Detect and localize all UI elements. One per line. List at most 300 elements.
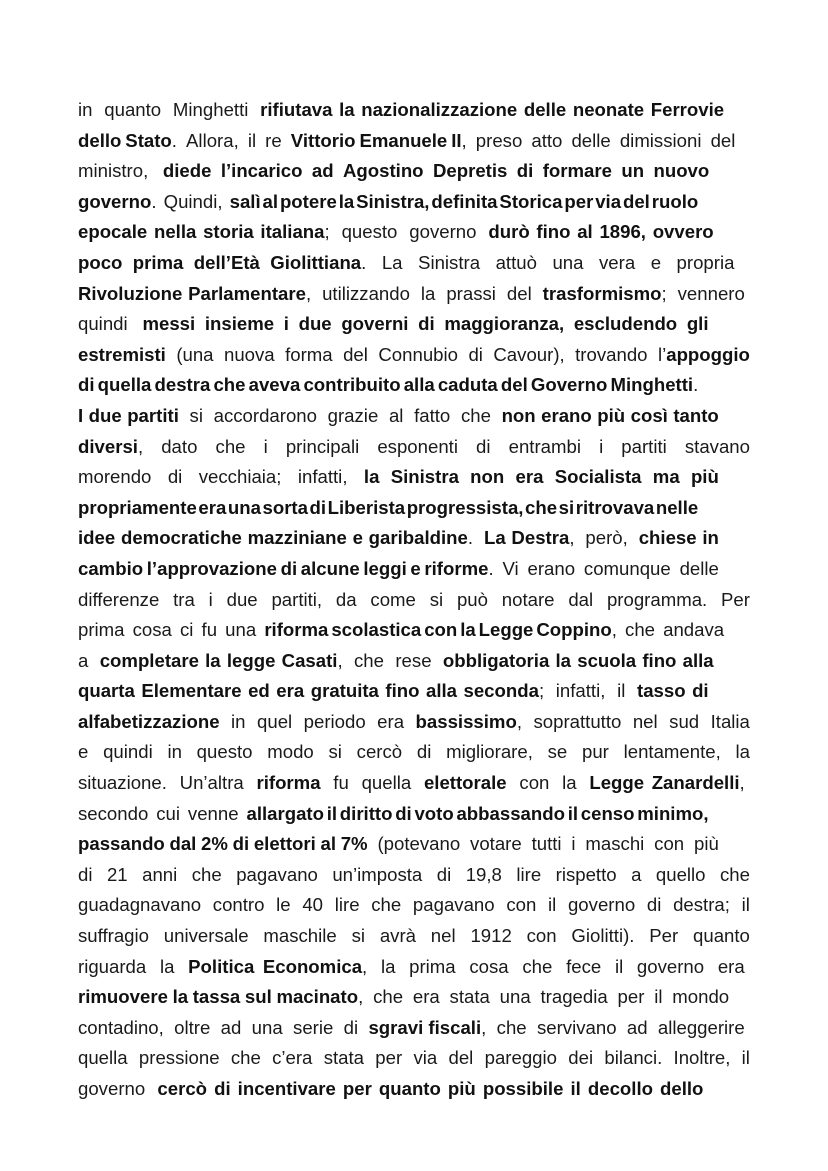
- word-space: [149, 921, 164, 952]
- word-space: [166, 340, 176, 371]
- word: prima: [132, 251, 184, 273]
- word: stata: [323, 1047, 364, 1069]
- word-space: [730, 1043, 741, 1074]
- word: incentivare: [237, 1078, 336, 1099]
- word: nuova: [223, 343, 275, 365]
- word: diede: [162, 160, 212, 182]
- word-space: [655, 615, 663, 646]
- word-space: [522, 126, 531, 157]
- word-space: [684, 829, 694, 860]
- word: abbassando: [456, 802, 565, 824]
- word: che: [213, 374, 246, 396]
- word-space: [153, 737, 168, 768]
- paragraph-line: [78, 707, 750, 738]
- word: cercò: [356, 741, 403, 763]
- paragraph-line: [78, 952, 750, 983]
- word: Legge: [478, 619, 534, 641]
- word: Minghetti: [172, 99, 249, 120]
- word: di: [416, 741, 432, 763]
- word: come: [370, 588, 416, 610]
- word: il: [548, 894, 557, 916]
- word: universale: [163, 925, 249, 947]
- word: erano: [527, 557, 576, 579]
- word: decollo: [587, 1078, 653, 1099]
- word: propria: [676, 251, 735, 273]
- word: il: [614, 955, 624, 977]
- word-space: [161, 95, 173, 126]
- word: in: [78, 99, 93, 120]
- word: via: [595, 190, 622, 212]
- word-space: [347, 462, 363, 493]
- word: fino: [536, 221, 571, 243]
- word: il: [741, 1047, 750, 1069]
- word: votare: [470, 833, 522, 855]
- word: modo: [267, 741, 314, 763]
- word: ,: [358, 986, 364, 1008]
- word-space: [364, 1043, 375, 1074]
- word: dal: [568, 588, 594, 610]
- word: fu: [201, 619, 218, 641]
- word: per: [617, 986, 645, 1008]
- word-space: [671, 554, 680, 585]
- word: dei: [568, 1047, 594, 1069]
- word-space: [552, 952, 566, 983]
- word: in: [702, 527, 719, 549]
- word: di: [343, 1016, 359, 1038]
- paragraph-line: [78, 890, 750, 921]
- word: mondo: [672, 986, 730, 1008]
- word-space: [157, 187, 164, 218]
- word-space: [460, 829, 470, 860]
- document-page: [78, 95, 750, 1105]
- word: una: [499, 986, 531, 1008]
- word: era: [412, 986, 440, 1008]
- word: al: [320, 833, 337, 855]
- paragraph-line: [78, 921, 750, 952]
- word: di: [436, 863, 452, 885]
- word: fece: [566, 955, 602, 977]
- word-space: [282, 126, 291, 157]
- word: definita: [431, 190, 498, 212]
- word-space: [522, 829, 532, 860]
- word: Legge: [589, 772, 645, 794]
- paragraph-line: [78, 401, 750, 432]
- word: Inoltre,: [673, 1047, 731, 1069]
- word-space: [473, 1043, 484, 1074]
- word-space: [574, 523, 585, 554]
- word: e: [78, 741, 89, 763]
- word: esponenti: [377, 435, 458, 457]
- word: tragedia: [540, 986, 608, 1008]
- word-space: [577, 768, 590, 799]
- word: maschi: [585, 833, 645, 855]
- word: ,: [362, 955, 368, 977]
- word: quella: [361, 772, 412, 794]
- word-space: [617, 615, 625, 646]
- word: tassa: [192, 986, 241, 1008]
- word-space: [241, 1013, 251, 1044]
- word: La: [381, 251, 403, 273]
- word: pagavano: [412, 894, 495, 916]
- word: prassi: [446, 282, 496, 304]
- word-space: [491, 401, 502, 432]
- word-space: [533, 737, 548, 768]
- word: trasformismo: [542, 282, 662, 304]
- word: destra;: [673, 894, 730, 916]
- word: era: [717, 955, 745, 977]
- paragraph-line: [78, 340, 750, 371]
- word: in: [231, 710, 246, 732]
- word-space: [318, 860, 332, 891]
- word-space: [644, 982, 654, 1013]
- word: governo: [409, 221, 477, 243]
- word: anni: [142, 863, 178, 885]
- word: democratiche: [120, 527, 242, 549]
- word-space: [177, 860, 191, 891]
- word: appoggio: [666, 343, 750, 365]
- word: la: [555, 649, 572, 671]
- word-space: [451, 860, 465, 891]
- word-space: [411, 768, 424, 799]
- word: governi: [341, 313, 409, 335]
- word: quello: [655, 863, 706, 885]
- word: alla: [403, 374, 435, 396]
- word: di: [395, 802, 412, 824]
- word: ;: [538, 680, 545, 702]
- paragraph-line: [78, 217, 750, 248]
- word: obbligatoria: [442, 649, 550, 671]
- word-space: [360, 890, 372, 921]
- word: ,: [569, 527, 575, 549]
- word: prima: [78, 619, 125, 641]
- paragraph-line: [78, 554, 750, 585]
- word: programma.: [606, 588, 708, 610]
- word: nel: [430, 925, 456, 947]
- word: fiscali: [428, 1016, 482, 1038]
- word-space: [220, 707, 231, 738]
- word: La: [483, 527, 506, 549]
- word: più: [447, 1078, 476, 1099]
- word-space: [217, 615, 225, 646]
- word: ovvero: [652, 221, 714, 243]
- word: di: [468, 343, 483, 365]
- word: poco: [78, 251, 123, 273]
- word: leggi: [363, 557, 407, 579]
- word: riguarda: [78, 955, 147, 977]
- word-space: [635, 890, 647, 921]
- word: bassissimo: [415, 710, 517, 732]
- word: Rivoluzione: [78, 282, 183, 304]
- word: Per: [721, 588, 750, 610]
- word: un’imposta: [332, 863, 423, 885]
- word: questo: [196, 741, 253, 763]
- word-space: [562, 829, 572, 860]
- word: da: [335, 588, 357, 610]
- word-space: [249, 921, 264, 952]
- word: la: [338, 190, 355, 212]
- word: Sinistra: [390, 466, 459, 488]
- word: elettori: [253, 833, 316, 855]
- word: le: [276, 894, 291, 916]
- word-space: [603, 432, 621, 463]
- word: più: [694, 833, 719, 855]
- word: destra: [154, 374, 211, 396]
- word-space: [541, 860, 555, 891]
- word: una: [251, 1016, 283, 1038]
- word: cosa: [469, 955, 509, 977]
- word: migliorare,: [446, 741, 533, 763]
- word: di: [418, 313, 435, 335]
- word: alfabetizzazione: [78, 710, 220, 732]
- word: la: [380, 955, 396, 977]
- word: possibile: [482, 1078, 564, 1099]
- word: e: [352, 527, 363, 549]
- word: non: [470, 466, 505, 488]
- word: governo: [78, 190, 152, 212]
- word-space: [125, 615, 133, 646]
- word-space: [476, 217, 488, 248]
- word: che: [496, 1016, 527, 1038]
- word-space: [583, 248, 599, 279]
- word-space: [402, 1043, 413, 1074]
- word-space: [593, 585, 607, 616]
- paragraph-line: [78, 676, 750, 707]
- word: bilanci.: [604, 1047, 663, 1069]
- word: Connubio: [378, 343, 458, 365]
- paragraph-line: [78, 187, 750, 218]
- word-space: [366, 707, 377, 738]
- word: per: [375, 1047, 403, 1069]
- paragraph-line: [78, 1013, 750, 1044]
- word-space: [330, 217, 342, 248]
- word: Storica: [499, 190, 563, 212]
- word-space: [537, 248, 553, 279]
- word-space: [357, 585, 371, 616]
- paragraph-line: [78, 646, 750, 677]
- word: allargato: [246, 802, 324, 824]
- word-space: [495, 890, 507, 921]
- word: guadagnavano: [78, 894, 202, 916]
- word: estremisti: [78, 343, 166, 365]
- word-space: [148, 156, 163, 187]
- word: Quindi,: [163, 190, 223, 212]
- word: Un’altra: [179, 772, 244, 794]
- word: tanto: [673, 404, 719, 426]
- word: 2%: [201, 833, 228, 855]
- word: fu: [333, 772, 349, 794]
- word-space: [661, 890, 673, 921]
- word: diversi: [78, 435, 138, 457]
- word: gli: [686, 313, 709, 335]
- word: durò: [488, 221, 530, 243]
- word-space: [678, 921, 693, 952]
- word: e: [650, 251, 662, 273]
- word-space: [667, 279, 678, 310]
- word: si: [558, 496, 575, 518]
- word: potere: [279, 190, 337, 212]
- word: Destra: [511, 527, 570, 549]
- word: quella: [97, 374, 152, 396]
- word-space: [416, 921, 431, 952]
- word-space: [151, 462, 167, 493]
- word: maschile: [263, 925, 337, 947]
- word-space: [323, 890, 335, 921]
- word: Allora,: [186, 129, 239, 151]
- word: lire: [334, 894, 360, 916]
- word: tutti: [531, 833, 562, 855]
- word-space: [410, 279, 421, 310]
- word: delle: [523, 99, 567, 120]
- word: dell’Età: [193, 251, 260, 273]
- word: che: [625, 619, 655, 641]
- word: al: [388, 404, 404, 426]
- word: alleggerire: [657, 1016, 745, 1038]
- word: cui: [156, 802, 180, 824]
- word: voto: [414, 802, 454, 824]
- word: Sinistra: [418, 251, 481, 273]
- word-space: [527, 1013, 537, 1044]
- word-space: [491, 432, 509, 463]
- word-space: [343, 646, 354, 677]
- word: di: [309, 496, 327, 518]
- word-space: [210, 1013, 220, 1044]
- word: sorta: [262, 496, 308, 518]
- word: gratuita: [310, 680, 379, 702]
- word-space: [342, 737, 357, 768]
- word: che: [522, 955, 553, 977]
- word: Per: [649, 925, 679, 947]
- word-space: [467, 126, 476, 157]
- word: Elementare: [141, 680, 242, 702]
- word: Casati: [281, 649, 338, 671]
- word-space: [397, 217, 409, 248]
- word: andava: [663, 619, 725, 641]
- word: del: [343, 343, 368, 365]
- word: grazie: [327, 404, 379, 426]
- word-space: [456, 952, 470, 983]
- word: ;: [661, 282, 667, 304]
- word: una: [225, 619, 257, 641]
- word: secondo: [78, 802, 149, 824]
- word: garibaldine: [368, 527, 468, 549]
- word-space: [88, 646, 99, 677]
- word-space: [634, 921, 649, 952]
- word: ed: [248, 680, 270, 702]
- word: il: [741, 894, 750, 916]
- word: mazziniane: [247, 527, 347, 549]
- word-space: [611, 126, 620, 157]
- word: .: [361, 251, 367, 273]
- word: infatti,: [555, 680, 606, 702]
- word-space: [667, 432, 685, 463]
- word: passando: [78, 833, 165, 855]
- word-space: [349, 768, 362, 799]
- word: escludendo: [573, 313, 678, 335]
- word-space: [403, 401, 414, 432]
- word-space: [512, 921, 527, 952]
- word: soprattutto: [533, 710, 622, 732]
- word: elettorale: [423, 772, 507, 794]
- word-space: [366, 248, 382, 279]
- word: la: [460, 619, 476, 641]
- word: riforme: [424, 557, 489, 579]
- word-space: [333, 1013, 343, 1044]
- word-space: [532, 279, 543, 310]
- word-space: [159, 585, 173, 616]
- word: in: [167, 741, 182, 763]
- word-space: [483, 340, 493, 371]
- word: ,: [739, 772, 745, 794]
- word: ,: [481, 1016, 487, 1038]
- word-space: [706, 860, 720, 891]
- word: la: [562, 772, 577, 794]
- word-space: [359, 432, 377, 463]
- word: governo: [78, 1078, 146, 1099]
- word-space: [662, 1043, 673, 1074]
- word: Stato: [125, 129, 172, 151]
- word-space: [88, 737, 103, 768]
- word-space: [699, 707, 710, 738]
- word: entrambi: [508, 435, 581, 457]
- word: al: [262, 190, 279, 212]
- word-space: [557, 1043, 568, 1074]
- word-space: [182, 462, 198, 493]
- word: pressione: [138, 1047, 220, 1069]
- word: rispetto: [555, 863, 617, 885]
- word: riforma: [256, 772, 321, 794]
- word-space: [648, 1013, 658, 1044]
- word: ministro,: [78, 160, 149, 182]
- word: due: [298, 313, 332, 335]
- word: l’approvazione: [146, 557, 277, 579]
- word-space: [246, 707, 257, 738]
- word-space: [283, 1013, 293, 1044]
- word: .: [488, 557, 494, 579]
- word-space: [721, 737, 736, 768]
- word: Liberista: [327, 496, 406, 518]
- word: (una: [176, 343, 214, 365]
- word-space: [180, 799, 188, 830]
- word-space: [519, 554, 528, 585]
- word: nelle: [655, 496, 699, 518]
- word: del: [622, 190, 650, 212]
- word: vennero: [677, 282, 745, 304]
- word-space: [456, 921, 471, 952]
- word: cosa: [132, 619, 172, 641]
- word: quel: [257, 710, 293, 732]
- word-space: [486, 1013, 496, 1044]
- word-space: [403, 248, 419, 279]
- word-space: [223, 187, 230, 218]
- word: alla: [682, 649, 714, 671]
- word-space: [435, 279, 446, 310]
- paragraph-line: [78, 432, 750, 463]
- word: prima: [409, 955, 456, 977]
- word: tra: [173, 588, 195, 610]
- word: progressista,: [406, 496, 524, 518]
- word-space: [565, 340, 575, 371]
- word-space: [502, 860, 516, 891]
- word: può: [456, 588, 488, 610]
- word: la: [159, 955, 175, 977]
- word-space: [437, 1043, 448, 1074]
- word: macinato: [276, 986, 359, 1008]
- word-space: [617, 1013, 627, 1044]
- word: di: [280, 557, 298, 579]
- paragraph-line: [78, 585, 750, 616]
- word-space: [450, 401, 461, 432]
- word: ,: [611, 619, 617, 641]
